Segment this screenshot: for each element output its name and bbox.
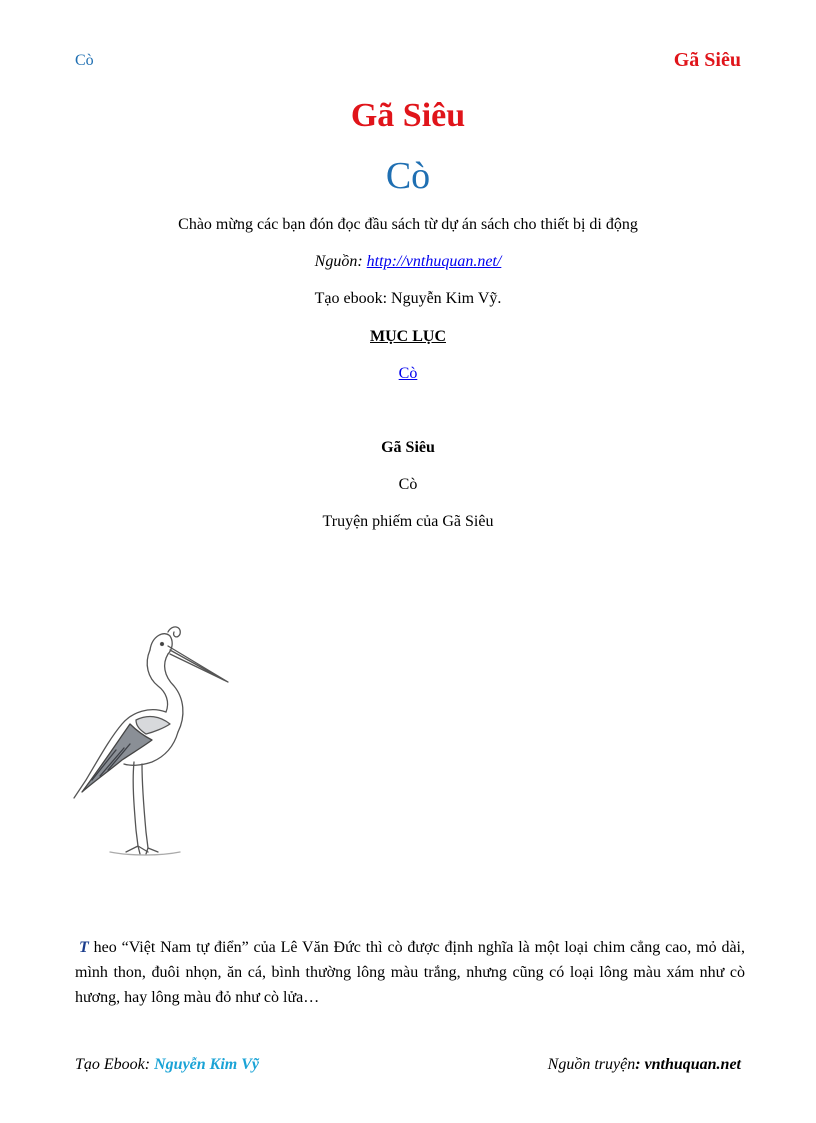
footer-left-label: Tạo Ebook (75, 1056, 145, 1073)
page-author-title: Gã Siêu (350, 97, 466, 134)
section-title: Cò (398, 476, 418, 493)
welcome-text: Chào mừng các bạn đón đọc đầu sách từ dự án sách cho thiết bị di động (178, 216, 638, 233)
body-text: heo “Việt Nam tự điển” của Lê Văn Đức thì cò được định nghĩa là một loại chim cẳng cao, mỏ dài, mình thon, đuôi nhọn, ăn cá, bình thường lông màu trắng, nhưng cũng có loại lông màu xám như cò hương, hay lông màu đỏ như cò lửa… (75, 939, 745, 1006)
section-subtitle: Truyện phiếm của Gã Siêu (322, 513, 494, 530)
source-link[interactable]: http://vnthuquan.net/ (366, 253, 502, 270)
stork-illustration (70, 620, 235, 860)
footer-left-name: Nguyễn Kim Vỹ (154, 1056, 259, 1073)
page-book-title: Cò (385, 155, 431, 197)
toc-link-co[interactable]: Cò (398, 365, 418, 382)
toc-item (0, 364, 816, 384)
source-line (0, 252, 816, 272)
source-label: Nguồn: (314, 253, 367, 270)
header-author: Gã Siêu (673, 49, 741, 71)
footer-left-sep: : (144, 1056, 155, 1073)
footer-right (548, 1056, 741, 1074)
footer-right-name: vnthuquan.net (644, 1056, 741, 1073)
body-paragraph (75, 935, 745, 1010)
drop-cap: T (79, 939, 89, 956)
footer-left (75, 1056, 259, 1074)
creator-line: Tạo ebook: Nguyễn Kim Vỹ. (314, 290, 502, 307)
header-book-title: Cò (75, 52, 94, 69)
footer-right-sep: : (635, 1056, 645, 1073)
footer-right-label: Nguồn truyện (547, 1056, 636, 1073)
section-author: Gã Siêu (381, 439, 435, 456)
toc-heading: MỤC LỤC (370, 328, 446, 345)
